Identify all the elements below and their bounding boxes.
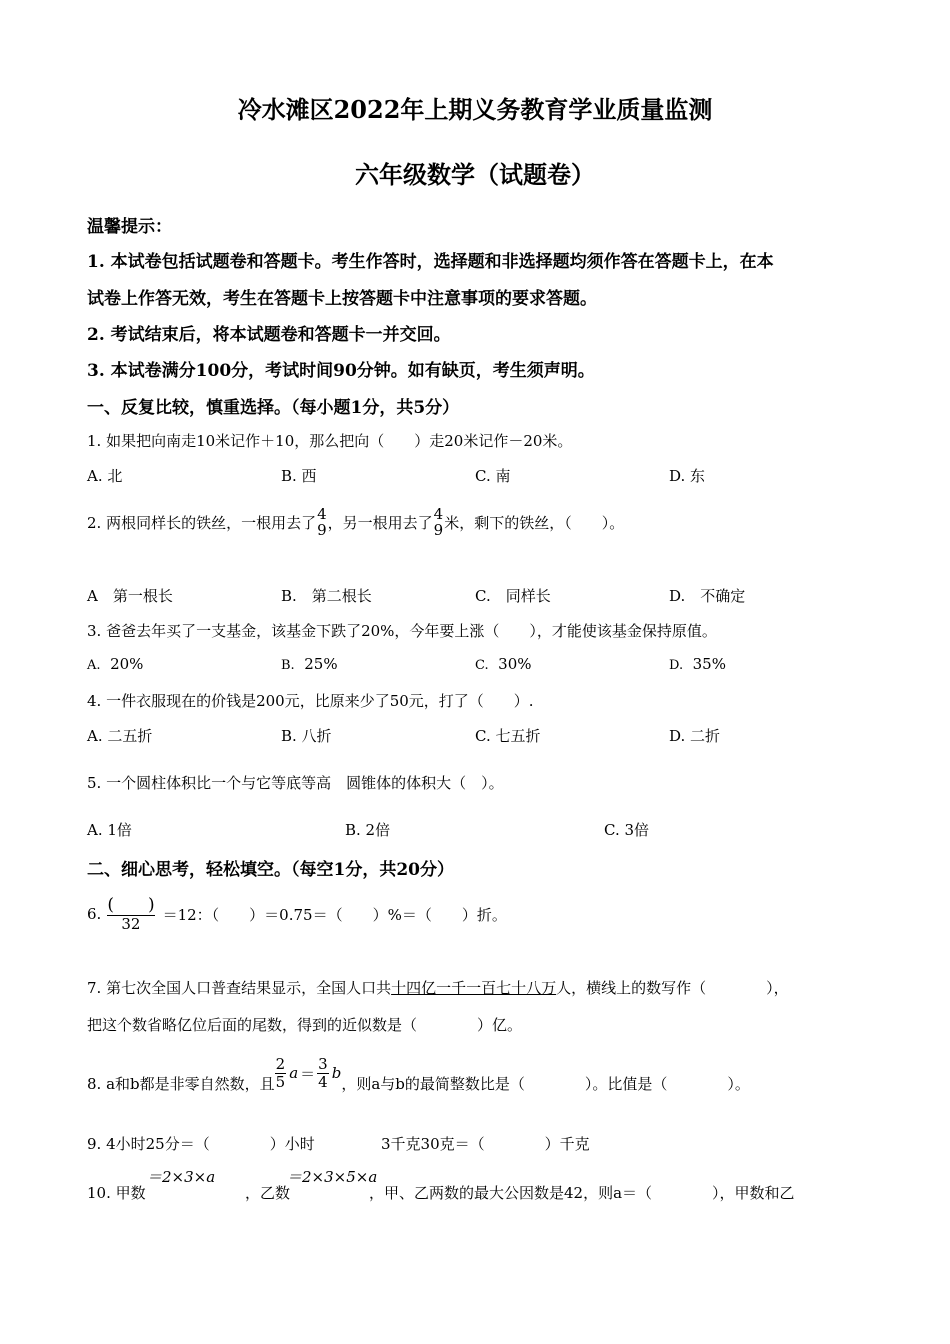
question-10-stem (87, 1166, 887, 1206)
fraction-numerator: 4 (317, 504, 327, 523)
page-subtitle: 六年级数学（试题卷） (355, 160, 595, 189)
question-4-option-b: B. 八折 (281, 727, 332, 745)
question-2-option-b: B. 第二根长 (281, 587, 372, 605)
notice-item-1-line-2: 试卷上作答无效，考生在答题卡上按答题卡中注意事项的要求答题。 (87, 289, 597, 309)
question-7-text-part-2: 人，横线上的数写作（ ）， (556, 979, 789, 997)
question-1-option-d: D. 东 (669, 467, 706, 485)
question-10-expression-2: ＝2×3×5×a (287, 1168, 378, 1186)
question-2-text-part-1: 2. 两根同样长的铁丝，一根用去了 (87, 513, 317, 532)
question-8-equals: ＝ (300, 1064, 316, 1083)
question-5-option-c: C. 3倍 (604, 821, 650, 839)
question-7-line-1 (87, 977, 789, 998)
question-2-stem (87, 500, 624, 544)
question-8-fraction-1 (275, 1056, 287, 1090)
option-value: 20% (110, 655, 144, 673)
option-label: C. (475, 658, 489, 673)
question-3-option-c (475, 655, 532, 673)
question-4-option-d: D. 二折 (669, 727, 721, 745)
question-1-option-b: B. 西 (281, 467, 317, 485)
notice-item-3: 3. 本试卷满分100分，考试时间90分钟。如有缺页，考生须声明。 (87, 361, 595, 381)
question-3-stem: 3. 爸爸去年买了一支基金，该基金下跌了20%，今年要上涨（ ），才能使该基金保持原值。 (87, 622, 717, 640)
option-value: 35% (692, 655, 726, 673)
question-10-expression-1: ＝2×3×a (147, 1168, 216, 1186)
question-8-variable-a: a (289, 1064, 299, 1082)
option-label: B. (281, 658, 295, 673)
page-title: 冷水滩区2022年上期义务教育学业质量监测 (237, 95, 713, 124)
question-1-option-c: C. 南 (475, 467, 511, 485)
question-1-stem: 1. 如果把向南走10米记作＋10，那么把向（ ）走20米记作－20米。 (87, 432, 573, 450)
notice-heading: 温馨提示： (87, 217, 172, 237)
question-3-option-d (669, 655, 726, 673)
fraction-denominator: 9 (433, 521, 444, 539)
question-5-option-b: B. 2倍 (345, 821, 391, 839)
question-10-text-part-2: ，乙数 (245, 1184, 291, 1202)
fraction-denominator: 9 (317, 521, 327, 539)
question-2-text-part-2: ，另一根用去了 (327, 513, 433, 532)
fraction-denominator: 32 (107, 915, 154, 933)
question-4-option-a: A. 二五折 (87, 727, 153, 745)
question-6-stem (87, 888, 507, 940)
fraction-denominator: 5 (275, 1072, 286, 1091)
question-10-text-part-3: ，甲、乙两数的最大公因数是42，则a＝（ ），甲数和乙 (369, 1184, 795, 1202)
fraction-numerator: 2 (275, 1055, 286, 1073)
question-7-text-part-1: 7. 第七次全国人口普查结果显示，全国人口共 (87, 979, 392, 997)
section-2-heading: 二、细心思考，轻松填空。（每空1分，共20分） (87, 860, 454, 880)
question-2-fraction-2 (433, 506, 445, 539)
question-3-option-a (87, 655, 143, 673)
option-value: 30% (498, 655, 532, 673)
fraction-numerator: 4 (433, 504, 444, 523)
notice-item-2: 2. 考试结束后，将本试题卷和答题卡一并交回。 (87, 325, 451, 345)
fraction-denominator: 4 (318, 1072, 328, 1091)
question-6-fraction (107, 896, 154, 932)
question-7-underlined-number: 十四亿一千一百七十八万 (391, 979, 557, 997)
notice-item-1-line-1: 1. 本试卷包括试题卷和答题卡。考生作答时，选择题和非选择题均须作答在答题卡上，在本 (87, 252, 774, 272)
question-3-option-b (281, 655, 338, 673)
question-9-part-1: 9. 4小时25分＝（ ）小时 (87, 1135, 315, 1153)
fraction-numerator: ( ) (107, 894, 155, 915)
option-value: 25% (304, 655, 338, 673)
question-1-option-a: A. 北 (87, 467, 123, 485)
question-8-stem (87, 1046, 750, 1100)
question-7-line-2: 把这个数省略亿位后面的尾数，得到的近似数是（ ）亿。 (87, 1016, 523, 1034)
option-label: D. (669, 658, 684, 673)
question-5-stem: 5. 一个圆柱体积比一个与它等底等高 圆锥体的体积大（ ）。 (87, 774, 504, 792)
option-label: A. (87, 658, 101, 673)
question-8-fraction-2 (317, 1056, 329, 1090)
section-1-heading: 一、反复比较，慎重选择。（每小题1分，共5分） (87, 398, 460, 418)
question-8-variable-b: b (331, 1064, 342, 1082)
question-6-rest: ＝12：（ ）＝0.75＝（ ）%＝（ ）折。 (162, 905, 507, 924)
question-2-option-d: D. 不确定 (669, 587, 746, 605)
question-2-fraction-1 (316, 506, 328, 539)
question-4-stem: 4. 一件衣服现在的价钱是200元，比原来少了50元，打了（ ）. (87, 692, 534, 710)
question-2-option-c: C. 同样长 (475, 587, 551, 605)
question-8-text-part-1: 8. a和b都是非零自然数，且 (87, 1075, 275, 1093)
question-2-text-part-3: 米，剩下的铁丝，（ ）。 (444, 513, 625, 532)
question-6-label: 6. (87, 905, 102, 923)
question-9-part-2: 3千克30克＝（ ）千克 (381, 1135, 590, 1153)
fraction-numerator: 3 (318, 1055, 328, 1073)
question-2-option-a: A 第一根长 (87, 587, 173, 605)
question-8-text-part-2: ，则a与b的最简整数比是（ ）。比值是（ ）。 (341, 1075, 750, 1093)
question-4-option-c: C. 七五折 (475, 727, 541, 745)
question-5-option-a: A. 1倍 (87, 821, 132, 839)
question-10-text-part-1: 10. 甲数 (87, 1184, 146, 1202)
